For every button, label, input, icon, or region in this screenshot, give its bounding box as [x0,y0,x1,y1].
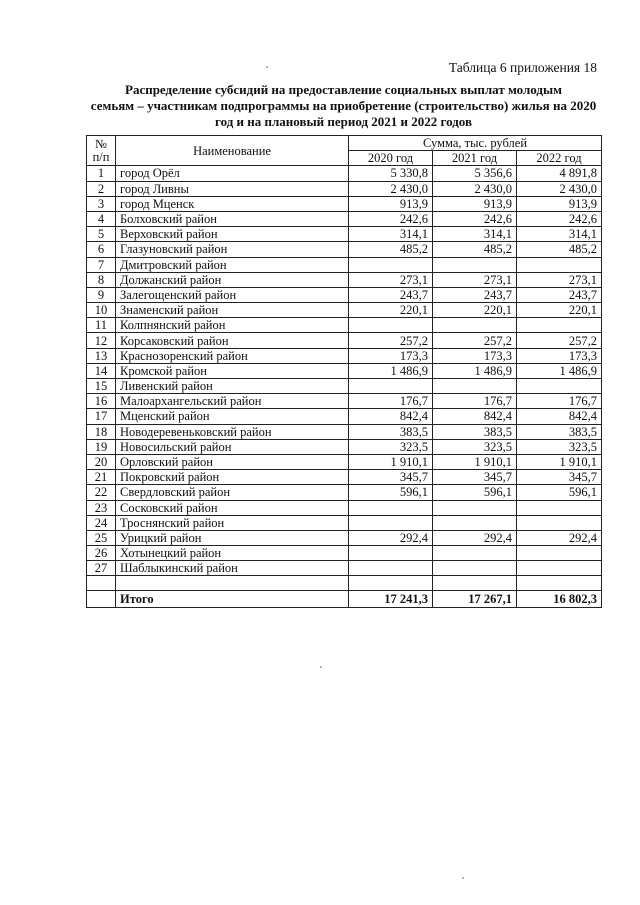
table-row [87,287,602,302]
row-value-2022: 257,2 [517,333,602,348]
row-number: 2 [87,181,116,196]
row-name: Краснозоренский район [116,348,349,363]
row-value-2020: 842,4 [349,409,433,424]
total-value-2022: 16 802,3 [517,591,602,608]
row-number: 5 [87,227,116,242]
row-value-2020: 242,6 [349,211,433,226]
row-name: город Ливны [116,181,349,196]
row-value-2022: 242,6 [517,211,602,226]
row-name: Новодеревеньковский район [116,424,349,439]
row-value-2020 [349,500,433,515]
blank-row [87,576,602,591]
row-number: 14 [87,363,116,378]
row-number: 22 [87,485,116,500]
row-name: Залегощенский район [116,287,349,302]
row-number: 20 [87,454,116,469]
row-value-2020 [349,257,433,272]
row-value-2020: 257,2 [349,333,433,348]
row-value-2021: 243,7 [433,287,517,302]
row-number: 15 [87,379,116,394]
row-value-2021 [433,318,517,333]
row-value-2021 [433,257,517,272]
table-row [87,333,602,348]
table-row [87,439,602,454]
row-number: 9 [87,287,116,302]
row-value-2021 [433,515,517,530]
header-year-2020: 2020 год [349,151,433,166]
row-name: Корсаковский район [116,333,349,348]
row-value-2022: 314,1 [517,227,602,242]
row-value-2021: 176,7 [433,394,517,409]
row-value-2021: 242,6 [433,211,517,226]
row-value-2022: 345,7 [517,470,602,485]
row-value-2020: 596,1 [349,485,433,500]
row-name: Болховский район [116,211,349,226]
row-name: Троснянский район [116,515,349,530]
row-value-2022: 220,1 [517,303,602,318]
row-value-2021 [433,546,517,561]
row-value-2020: 2 430,0 [349,181,433,196]
row-number: 17 [87,409,116,424]
table-row [87,363,602,378]
row-name: Знаменский район [116,303,349,318]
row-number: 27 [87,561,116,576]
table-row [87,409,602,424]
row-value-2021: 292,4 [433,530,517,545]
row-value-2022: 273,1 [517,272,602,287]
row-value-2021: 173,3 [433,348,517,363]
row-name: Новосильский район [116,439,349,454]
row-value-2020: 345,7 [349,470,433,485]
row-value-2021: 2 430,0 [433,181,517,196]
row-name: Орловский район [116,454,349,469]
row-number: 11 [87,318,116,333]
row-value-2021: 485,2 [433,242,517,257]
row-value-2021: 314,1 [433,227,517,242]
table-row [87,470,602,485]
row-number: 1 [87,166,116,181]
row-number: 18 [87,424,116,439]
row-value-2022: 842,4 [517,409,602,424]
row-name: Дмитровский район [116,257,349,272]
row-value-2021 [433,500,517,515]
row-value-2022: 173,3 [517,348,602,363]
row-number: 12 [87,333,116,348]
blank-cell [116,576,349,591]
row-value-2022 [517,257,602,272]
row-value-2020: 383,5 [349,424,433,439]
row-value-2022 [517,515,602,530]
blank-cell [87,576,116,591]
row-value-2020: 292,4 [349,530,433,545]
row-value-2022: 1 486,9 [517,363,602,378]
blank-cell [517,576,602,591]
row-number: 26 [87,546,116,561]
row-number: 16 [87,394,116,409]
row-number: 7 [87,257,116,272]
table-row [87,303,602,318]
table-row [87,394,602,409]
row-value-2021: 842,4 [433,409,517,424]
row-value-2020: 323,5 [349,439,433,454]
row-name: Глазуновский район [116,242,349,257]
table-row [87,485,602,500]
row-number: 25 [87,530,116,545]
title-line: год и на плановый период 2021 и 2022 годов [214,114,473,129]
row-name: Свердловский район [116,485,349,500]
header-sum: Сумма, тыс. рублей [349,136,602,151]
row-value-2021: 596,1 [433,485,517,500]
row-value-2022: 1 910,1 [517,454,602,469]
row-name: Мценский район [116,409,349,424]
title-line: Распределение субсидий на предоставление социальных выплат молодым [125,82,562,97]
table-row [87,454,602,469]
row-value-2021: 220,1 [433,303,517,318]
row-value-2022: 323,5 [517,439,602,454]
row-number: 8 [87,272,116,287]
row-value-2021: 5 356,6 [433,166,517,181]
row-value-2021 [433,561,517,576]
row-value-2021: 323,5 [433,439,517,454]
row-value-2022 [517,561,602,576]
table-row [87,242,602,257]
table-row [87,546,602,561]
row-number: 19 [87,439,116,454]
table-row [87,318,602,333]
row-value-2022: 292,4 [517,530,602,545]
total-number-cell [87,591,116,608]
row-value-2020: 220,1 [349,303,433,318]
row-value-2021: 1 910,1 [433,454,517,469]
row-value-2021: 383,5 [433,424,517,439]
row-number: 10 [87,303,116,318]
table-caption: Таблица 6 приложения 18 [448,60,597,75]
row-value-2020: 1 486,9 [349,363,433,378]
scan-speck [320,666,322,668]
row-name: Покровский район [116,470,349,485]
row-value-2020: 314,1 [349,227,433,242]
table-row [87,181,602,196]
row-value-2021: 257,2 [433,333,517,348]
row-value-2020 [349,318,433,333]
table-row [87,272,602,287]
row-value-2022: 596,1 [517,485,602,500]
total-value-2020: 17 241,3 [349,591,433,608]
blank-cell [349,576,433,591]
row-name: Должанский район [116,272,349,287]
row-value-2022 [517,318,602,333]
row-number: 24 [87,515,116,530]
row-number: 6 [87,242,116,257]
row-value-2022 [517,379,602,394]
table-row [87,561,602,576]
table-row [87,227,602,242]
row-value-2021: 913,9 [433,196,517,211]
row-name: Кромской район [116,363,349,378]
total-row [87,591,602,608]
row-number: 23 [87,500,116,515]
table-row [87,379,602,394]
row-name: Хотынецкий район [116,546,349,561]
row-value-2020: 243,7 [349,287,433,302]
row-name: Верховский район [116,227,349,242]
row-value-2021: 273,1 [433,272,517,287]
row-value-2020 [349,379,433,394]
row-value-2022: 243,7 [517,287,602,302]
row-value-2021: 345,7 [433,470,517,485]
row-number: 4 [87,211,116,226]
table-row [87,515,602,530]
row-value-2022: 485,2 [517,242,602,257]
table-row [87,211,602,226]
table-row [87,166,602,181]
row-value-2020: 176,7 [349,394,433,409]
row-value-2020: 485,2 [349,242,433,257]
row-value-2022: 913,9 [517,196,602,211]
row-name: город Орёл [116,166,349,181]
row-value-2022: 176,7 [517,394,602,409]
row-value-2022: 383,5 [517,424,602,439]
scan-speck [462,877,464,879]
row-value-2022: 4 891,8 [517,166,602,181]
total-value-2021: 17 267,1 [433,591,517,608]
header-year-2021: 2021 год [433,151,517,166]
row-name: Сосковский район [116,500,349,515]
subsidy-table [86,135,602,608]
row-value-2022: 2 430,0 [517,181,602,196]
row-value-2020 [349,546,433,561]
table-row [87,348,602,363]
row-name: Ливенский район [116,379,349,394]
row-name: город Мценск [116,196,349,211]
header-year-2022: 2022 год [517,151,602,166]
row-value-2020: 1 910,1 [349,454,433,469]
row-value-2022 [517,500,602,515]
row-value-2020 [349,515,433,530]
row-number: 21 [87,470,116,485]
row-name: Малоархангельский район [116,394,349,409]
title-line: семьям – участникам подпрограммы на приобретение (строительство) жилья на 2020 [90,98,597,113]
row-value-2021: 1 486,9 [433,363,517,378]
row-value-2020: 273,1 [349,272,433,287]
row-name: Урицкий район [116,530,349,545]
row-number: 13 [87,348,116,363]
row-value-2020: 913,9 [349,196,433,211]
row-value-2020: 5 330,8 [349,166,433,181]
header-number [87,136,116,166]
total-label: Итого [116,591,349,608]
row-name: Колпнянский район [116,318,349,333]
table-row [87,424,602,439]
header-number-line2: п/п [92,149,110,164]
row-value-2022 [517,546,602,561]
row-value-2020 [349,561,433,576]
row-value-2021 [433,379,517,394]
header-name: Наименование [116,136,349,166]
row-number: 3 [87,196,116,211]
table-row [87,530,602,545]
blank-cell [433,576,517,591]
table-row [87,257,602,272]
scan-speck [266,66,268,68]
table-row [87,196,602,211]
header-number-line1: № [95,136,107,151]
table-row [87,500,602,515]
document-title [86,82,601,130]
row-value-2020: 173,3 [349,348,433,363]
row-name: Шаблыкинский район [116,561,349,576]
